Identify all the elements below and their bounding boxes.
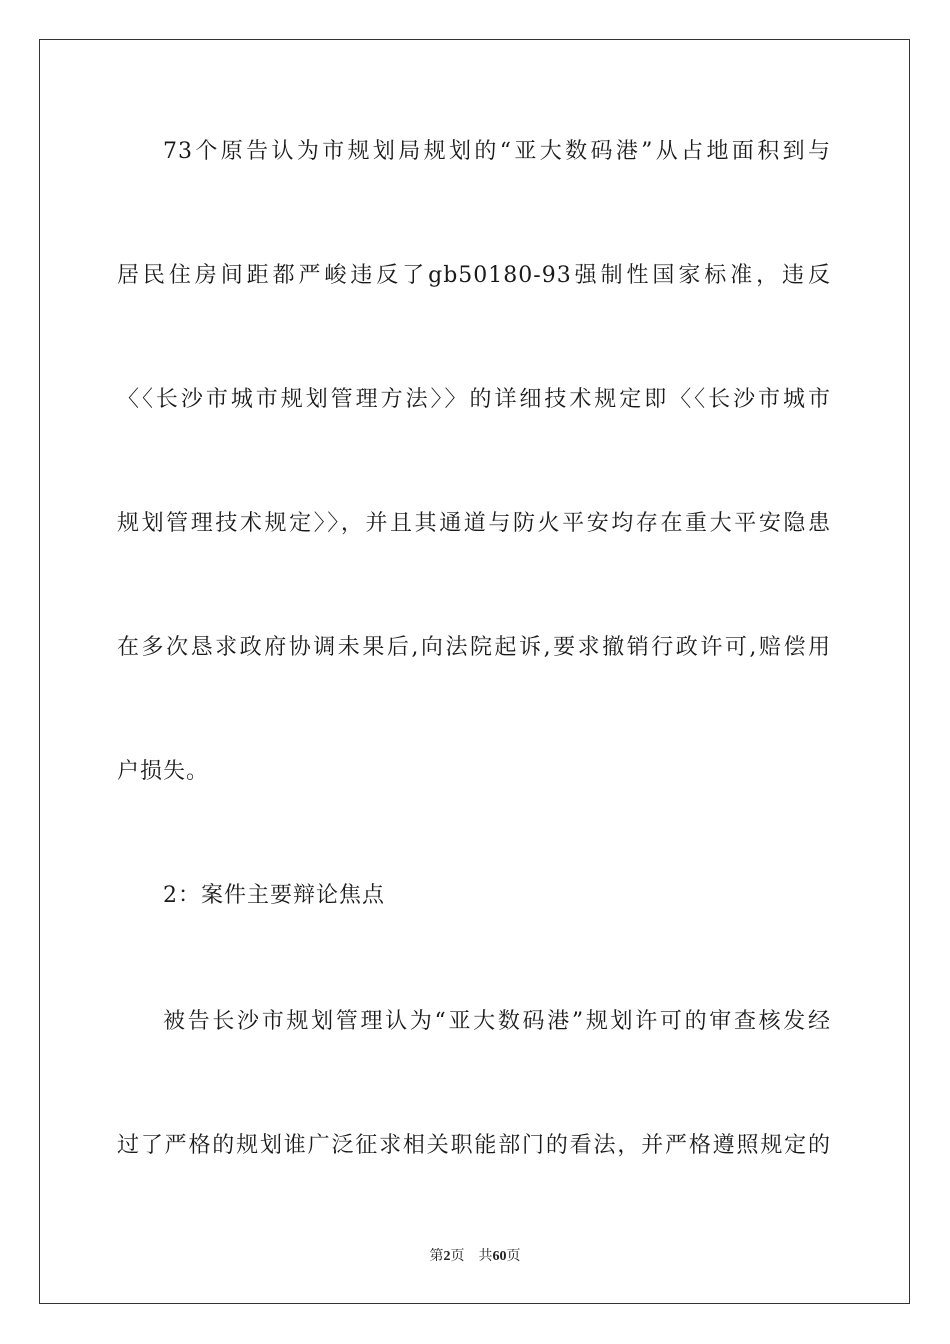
paragraph-line-9: 过了严格的规划谁广泛征求相关职能部门的看法，并严格遵照规定的 — [117, 1133, 831, 1158]
footer-total-suffix: 页 — [506, 1249, 521, 1264]
footer-total-prefix: 共 — [478, 1249, 493, 1264]
paragraph-line-5: 在多次恳求政府协调未果后,向法院起诉,要求撤销行政许可,赔偿用 — [117, 635, 831, 660]
paragraph-line-1: 73个原告认为市规划局规划的“亚大数码港”从占地面积到与 — [163, 139, 831, 164]
footer-page-prefix: 第 — [429, 1249, 444, 1264]
section-heading: 2：案件主要辩论焦点 — [163, 883, 385, 908]
paragraph-line-3: 〈〈长沙市城市规划管理方法〉〉的详细技术规定即〈〈长沙市城市 — [117, 387, 831, 412]
footer-total-pages: 60 — [492, 1249, 507, 1264]
paragraph-line-4: 规划管理技术规定〉〉，并且其通道与防火平安均存在重大平安隐患 — [117, 511, 831, 536]
footer-page-suffix: 页 — [450, 1249, 465, 1264]
paragraph-line-8: 被告长沙市规划管理认为“亚大数码港”规划许可的审查核发经 — [163, 1009, 831, 1034]
footer-page-number: 2 — [443, 1249, 451, 1264]
paragraph-line-6: 户损失。 — [117, 759, 210, 784]
page-footer — [0, 1247, 950, 1267]
page-border — [39, 39, 910, 1304]
paragraph-line-2: 居民住房间距都严峻违反了gb50180-93强制性国家标准，违反 — [117, 263, 831, 288]
